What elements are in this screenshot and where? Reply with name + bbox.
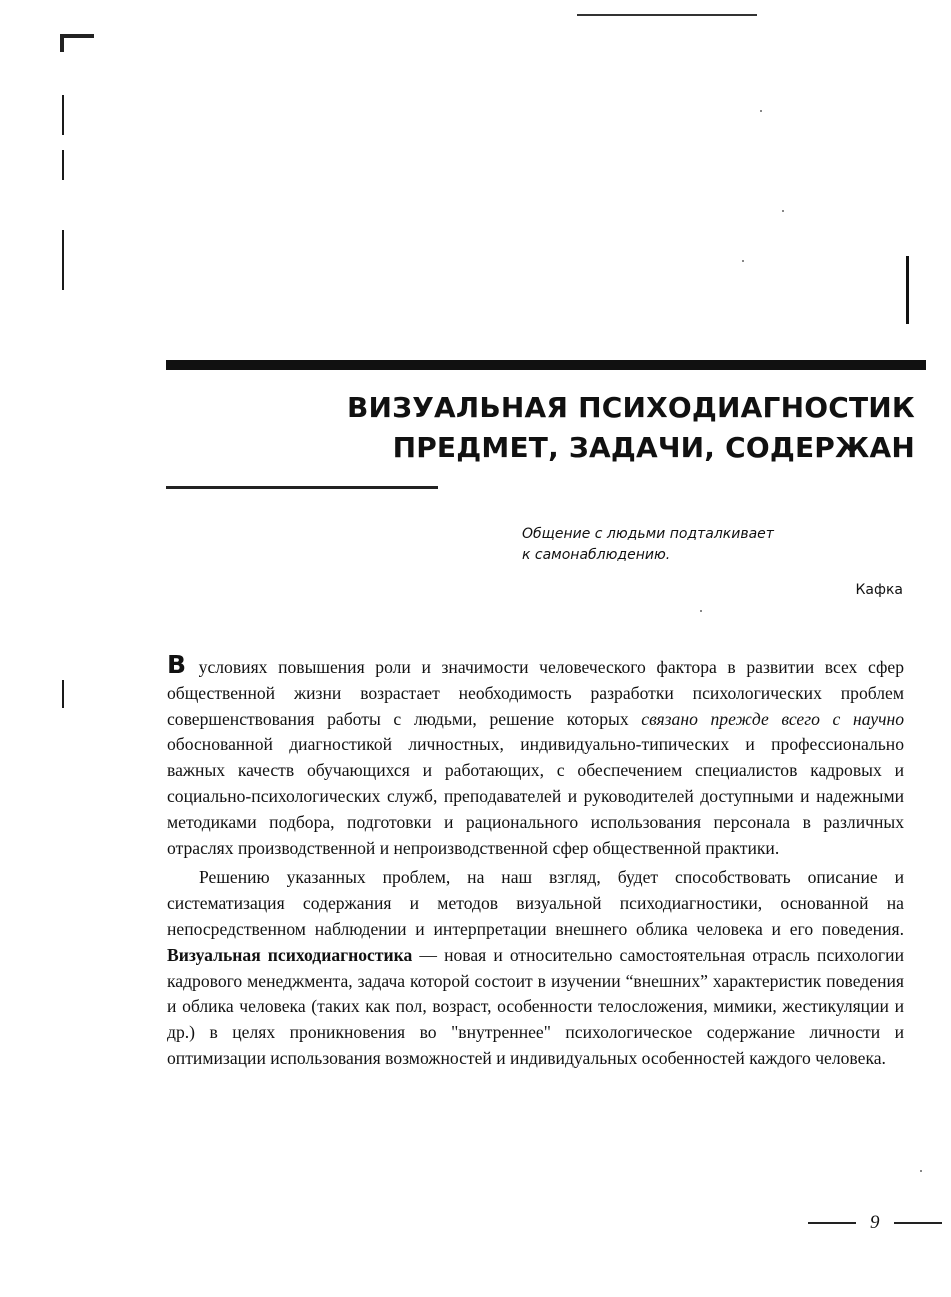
scan-right-edge-bar <box>906 256 909 324</box>
paragraph-1-italic: связано прежде всего с научно <box>641 708 905 729</box>
paragraph-1-text-a: условиях повышения роли и значимости человеческого фактора в развитии всех сфер общественной жизни возрастает необходимость разработки психологических проблем совершенствования работы с людьми, решение которых <box>167 657 904 729</box>
drop-cap: В <box>167 650 187 679</box>
scan-speck <box>782 210 784 212</box>
chapter-title-rule <box>166 486 438 489</box>
scan-speck <box>700 610 702 612</box>
page-number-dash-right <box>894 1222 942 1224</box>
scan-left-edge-mark <box>62 95 64 135</box>
page-number-dash-left <box>808 1222 856 1224</box>
scan-left-edge-mark <box>62 150 64 180</box>
paragraph-1-text-b: обоснованной диагностикой личностных, индивидуально-типических и профессионально важных качеств обучающихся и работающих, с обеспечением специалистов кадровых и социально-психологических служб, преподавателей и руководителей доступными и надежными методиками подбора, подготовки и рационального использования персонала в различных отраслях производственной и непроизводственной сфер общественной практики. <box>167 734 904 858</box>
paragraph-2-text-a: Решению указанных проблем, на наш взгляд, будет способствовать описание и систематизация содержания и методов визуальной психодиагностики, основанной на непосредственном наблюдении и интерпретации внешнего облика человека и его поведения. <box>167 867 904 939</box>
scan-corner-mark <box>60 34 94 52</box>
paragraph-2-text-b: — новая и относительно самостоятельная отрасль психологии кадрового менеджмента, задача которой состоит в изучении “внешних” характеристик поведения и облика человека (таких как пол, возраст, особенности телосложения, мимики, жестикуляции и др.) в целях проникновения во "внутреннее" психологическое содержание личности и оптимизации использования возможностей и индивидуальных особенностей каждого человека. <box>167 944 904 1068</box>
scan-speck <box>742 260 744 262</box>
scan-top-rule <box>577 14 757 16</box>
scan-left-edge-mark <box>62 230 64 290</box>
chapter-header-band <box>166 360 926 370</box>
epigraph-line2: к самонаблюдению. <box>522 547 671 563</box>
scan-speck <box>760 110 762 112</box>
paragraph-2 <box>167 865 904 1071</box>
page-footer <box>808 1212 942 1234</box>
chapter-title-line1: ВИЗУАЛЬНАЯ ПСИХОДИАГНОСТИК <box>346 391 915 424</box>
scan-left-edge-mark <box>62 680 64 708</box>
scan-speck <box>920 1170 922 1172</box>
page-number: 9 <box>870 1212 880 1233</box>
epigraph-author: Кафка <box>855 582 903 598</box>
body-text <box>167 650 905 1072</box>
chapter-title <box>347 388 915 468</box>
paragraph-2-bold-term: Визуальная психодиагностика <box>167 944 413 965</box>
epigraph-line1: Общение с людьми подталкивает <box>522 526 774 542</box>
epigraph <box>522 524 822 566</box>
chapter-title-line2: ПРЕДМЕТ, ЗАДАЧИ, СОДЕРЖАН <box>392 431 915 464</box>
paragraph-1 <box>167 650 905 861</box>
